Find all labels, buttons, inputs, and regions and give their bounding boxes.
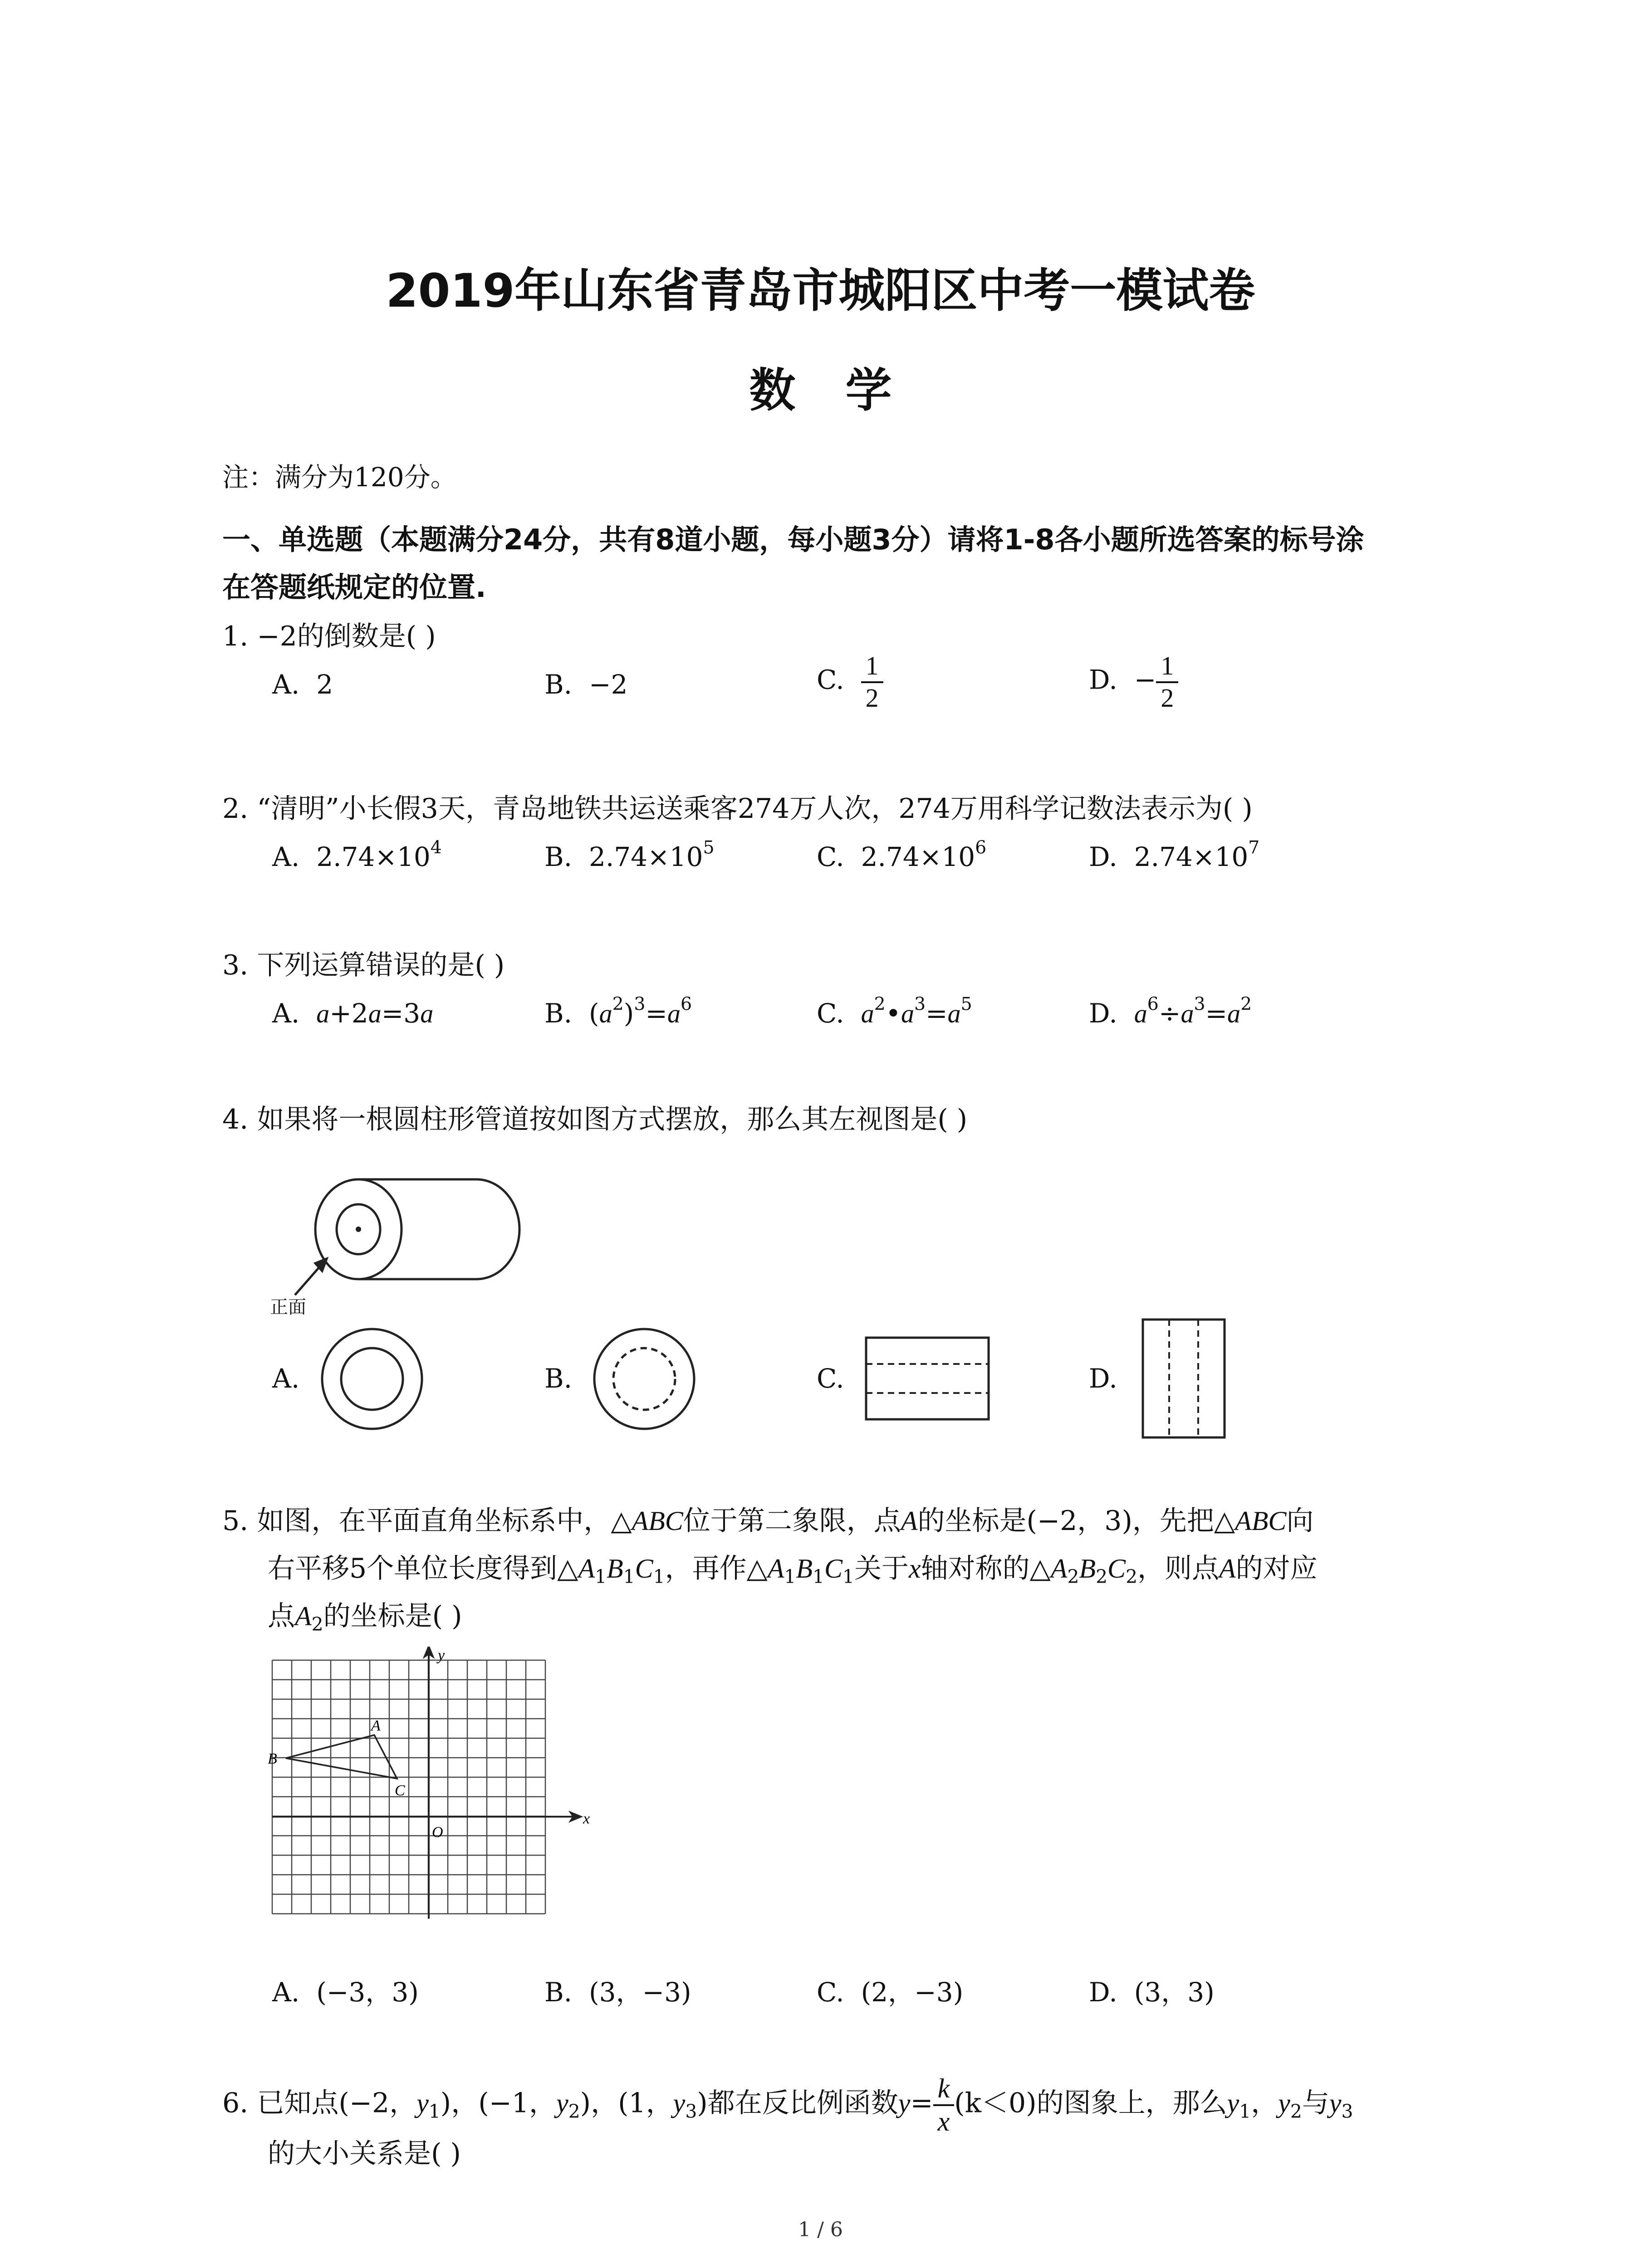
q5-option-b — [544, 1971, 691, 2009]
question-6-line1: 6. 已知点(−2，$y_1$)，(−1，$y_2$)，(1，$y_3$)都在反比例函数y= $\frac{k}{x}$ (k＜0)的图象上，那么$y_1$，$y_2$与$y_3$ — [222, 2073, 1353, 2136]
question-5-line2: 右平移5个单位长度得到$\triangle A_1B_1C_1$，再作$\triangle A_1B_1C_1$关于x轴对称的$\triangle A_2B_2C_2$，则点A的对应 — [268, 1553, 1318, 1588]
option-label: B. — [544, 669, 573, 700]
text: 的对应 — [1235, 1553, 1318, 1584]
q2-option-a — [272, 837, 442, 872]
text: 的坐标是(−2，3)，先把△ — [917, 1505, 1235, 1537]
option-text: (3，3) — [1134, 1977, 1215, 2008]
text: ， — [1251, 2087, 1279, 2119]
section1-heading-line1: 一、单选题（本题满分24分，共有8道小题，每小题3分）请将1-8各小题所选答案的标号涂 — [222, 523, 1364, 556]
q4-option-c-figure — [864, 1336, 991, 1422]
fraction — [861, 651, 883, 713]
text: 与 — [1302, 2087, 1329, 2119]
option-text: 2.74×10 — [316, 841, 431, 872]
point-b-label: B — [268, 1750, 277, 1767]
origin-label: O — [432, 1824, 443, 1841]
denominator: 2 — [865, 683, 879, 713]
q4-option-d-label: D. — [1089, 1363, 1117, 1394]
k: k — [937, 2073, 950, 2103]
q3-option-c: C. $a^2•a^3=a^5$ — [817, 993, 972, 1029]
option-label: A. — [272, 841, 300, 872]
option-label: C. — [817, 998, 844, 1029]
q4-option-c-label: C. — [817, 1363, 844, 1394]
denominator — [933, 2106, 955, 2137]
q1-option-c — [817, 651, 883, 713]
text: 右平移5个单位长度得到△ — [268, 1553, 578, 1584]
option-text: 2.74×10 — [1134, 841, 1249, 872]
q3-option-d: D. $a^6\div a^3=a^2$ — [1089, 993, 1252, 1029]
text: 6. 已知点(−2， — [222, 2087, 417, 2119]
text: 轴对称的△ — [921, 1553, 1051, 1584]
text: ，则点 — [1137, 1553, 1220, 1584]
option-label: C. — [817, 841, 844, 872]
option-label: A. — [272, 1977, 300, 2008]
point-c-label: C — [395, 1782, 405, 1799]
front-label: 正面 — [270, 1297, 306, 1318]
denominator: 2 — [1161, 683, 1174, 713]
q1-option-b — [544, 669, 627, 700]
exponent: 6 — [975, 837, 987, 858]
text: )，(−1， — [440, 2087, 557, 2119]
subject-title: 数学 — [749, 364, 942, 418]
x: x — [937, 2107, 950, 2136]
q4-option-d-figure — [1141, 1318, 1227, 1440]
fraction-k-over-x — [933, 2073, 955, 2137]
option-label: B. — [544, 998, 573, 1029]
question-4-stem: 4. 如果将一根圆柱形管道按如图方式摆放，那么其左视图是( ) — [222, 1104, 968, 1135]
option-text: −2 — [588, 669, 628, 700]
q5-option-d — [1089, 1971, 1215, 2009]
text: )都在反比例函数 — [697, 2087, 898, 2119]
x-axis-label: x — [583, 1810, 590, 1827]
q2-option-b — [544, 837, 715, 872]
text: 点 — [268, 1600, 295, 1632]
option-label: A. — [272, 998, 300, 1029]
text: 5. 如图，在平面直角坐标系中，△ — [222, 1505, 632, 1537]
option-label: D. — [1089, 664, 1117, 695]
question-5-line3: 点$A_2$的坐标是( ) — [268, 1600, 462, 1636]
question-5-line1 — [222, 1499, 1313, 1538]
option-text: (−3，3) — [316, 1977, 419, 2008]
q3-option-b: B. $(a^2)^3=a^6$ — [544, 993, 692, 1029]
question-1-stem: 1. −2的倒数是( ) — [222, 621, 436, 652]
triangle-name: ABC — [632, 1506, 683, 1536]
exponent: 4 — [430, 837, 442, 858]
q4-option-a-figure — [318, 1325, 426, 1433]
exponent: 7 — [1248, 837, 1260, 858]
option-text: 2.74×10 — [861, 841, 975, 872]
option-label: D. — [1089, 1977, 1117, 2008]
numerator: 1 — [861, 651, 883, 683]
text: 位于第二象限，点 — [683, 1505, 901, 1537]
q3-option-a: A. a+2a=3a — [272, 998, 434, 1029]
numerator: 1 — [1156, 651, 1178, 683]
section1-heading-line2: 在答题纸规定的位置. — [222, 571, 486, 604]
q5-option-c — [817, 1971, 963, 2009]
minus-sign: − — [1134, 664, 1156, 695]
point-name: A — [901, 1506, 918, 1536]
q4-option-b-figure — [590, 1325, 699, 1433]
text: 关于 — [854, 1553, 909, 1584]
option-label: B. — [544, 841, 573, 872]
option-label: C. — [817, 1977, 844, 2008]
option-label: C. — [817, 664, 844, 695]
page-number: 1 / 6 — [798, 2218, 843, 2241]
q5-option-a — [272, 1971, 419, 2009]
option-text: (2，−3) — [861, 1977, 964, 2008]
question-2-stem: 2. “清明”小长假3天，青岛地铁共运送乘客274万人次，274万用科学记数法表示为( ) — [222, 793, 1253, 825]
question-3-stem: 3. 下列运算错误的是( ) — [222, 949, 505, 981]
question-6-line2: 的大小关系是( ) — [268, 2138, 461, 2170]
option-text: (3，−3) — [588, 1977, 691, 2008]
q2-option-d — [1089, 837, 1260, 872]
q1-option-d — [1089, 651, 1178, 713]
score-note: 注：满分为120分。 — [222, 462, 457, 493]
option-label: D. — [1089, 841, 1117, 872]
option-label: A. — [272, 669, 300, 700]
fraction — [1156, 651, 1178, 713]
point-a-label: A — [371, 1717, 381, 1734]
axis-name: x — [908, 1554, 921, 1584]
text: 向 — [1286, 1505, 1314, 1537]
q4-option-a-label: A. — [272, 1363, 300, 1394]
q2-option-c — [817, 837, 987, 872]
exponent: 5 — [703, 837, 715, 858]
triangle-name: ABC — [1235, 1506, 1287, 1536]
option-text: 2 — [316, 669, 333, 700]
coordinate-grid-figure — [263, 1647, 603, 1937]
q4-option-b-label: B. — [544, 1363, 573, 1394]
option-label: D. — [1089, 998, 1117, 1029]
q1-option-a — [272, 669, 333, 700]
option-text: 2.74×10 — [588, 841, 703, 872]
numerator — [933, 2073, 955, 2106]
exam-title: 2019年山东省青岛市城阳区中考一模试卷 — [386, 264, 1255, 318]
y-axis-label: y — [438, 1647, 445, 1664]
point-name: A — [1219, 1554, 1236, 1584]
text: ，再作△ — [665, 1553, 768, 1584]
option-label: B. — [544, 1977, 573, 2008]
text: (k＜0)的图象上，那么 — [954, 2087, 1227, 2119]
text: )，(1， — [580, 2087, 673, 2119]
text: 的坐标是( ) — [323, 1600, 462, 1632]
